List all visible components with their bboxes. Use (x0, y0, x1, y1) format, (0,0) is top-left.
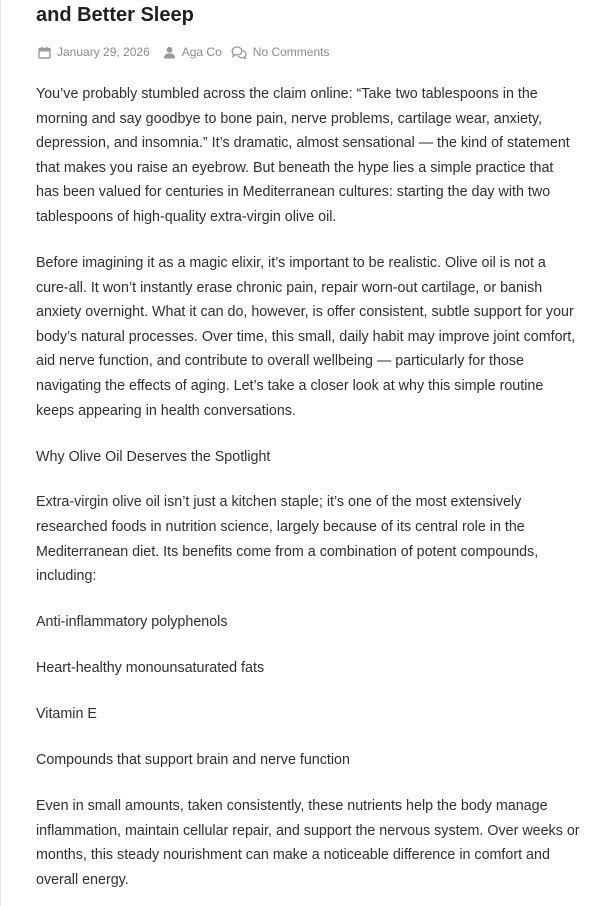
list-item: Heart-healthy monounsaturated fats (36, 660, 265, 677)
meta-author (163, 45, 222, 59)
user-icon (163, 46, 176, 59)
article-paragraph: You’ve probably stumbled across the claim online: “Take two tablespoons in the morning and say goodbye to bone pain, nerve problems, cartilage wear, anxiety, depression, and insomnia.” It’s dramatic, almost sensational — the kind of statement that makes you raise an eyebrow. But beneath the hype lies a simple practice that has been valued for centuries in Mediterranean cultures: starting the day with two tablespoons of high-quality extra-virgin olive oil. (36, 86, 570, 225)
article-paragraph: Extra-virgin olive oil isn’t just a kitchen staple; it’s one of the most extensively researched foods in nutrition science, largely because of its central role in the Mediterranean diet. Its benefits come from a combination of potent compounds, including: (36, 494, 539, 585)
comments-icon (231, 46, 247, 59)
section-heading: Why Olive Oil Deserves the Spotlight (36, 448, 271, 465)
article-paragraph: Before imagining it as a magic elixir, it’s important to be realistic. Olive oil is not a cure-all. It won’t instantly erase chronic pain, repair worn-out cartilage, or banish anxiety overnight. What it can do, however, is offer consistent, subtle support for your body’s natural processes. Over time, this small, daily habit may improve joint comfort, aid nerve function, and contribute to overall wellbeing — particularly for those navigating the effects of aging. Let’s take a closer look at why this simple routine keeps appearing in health conversations. (36, 254, 576, 419)
meta-date-link[interactable]: January 29, 2026 (57, 45, 150, 59)
page-left-border (0, 0, 1, 906)
calendar-icon (38, 46, 51, 59)
list-item: Compounds that support brain and nerve function (36, 752, 350, 769)
meta-date (38, 45, 150, 59)
meta-comments-link[interactable]: No Comments (252, 45, 330, 59)
meta-comments (231, 45, 330, 59)
article-paragraph: Even in small amounts, taken consistently, these nutrients help the body manage inflammation, maintain cellular repair, and support the nervous system. Over weeks or months, this steady nourishment can make a noticeable difference in comfort and overall energy. (36, 798, 580, 888)
list-item: Anti-inflammatory polyphenols (36, 614, 228, 631)
meta-author-link[interactable]: Aga Co (181, 45, 222, 59)
list-item: Vitamin E (36, 706, 97, 723)
article-meta (38, 45, 329, 59)
article-body (36, 82, 580, 906)
article-title: and Better Sleep (36, 4, 194, 26)
